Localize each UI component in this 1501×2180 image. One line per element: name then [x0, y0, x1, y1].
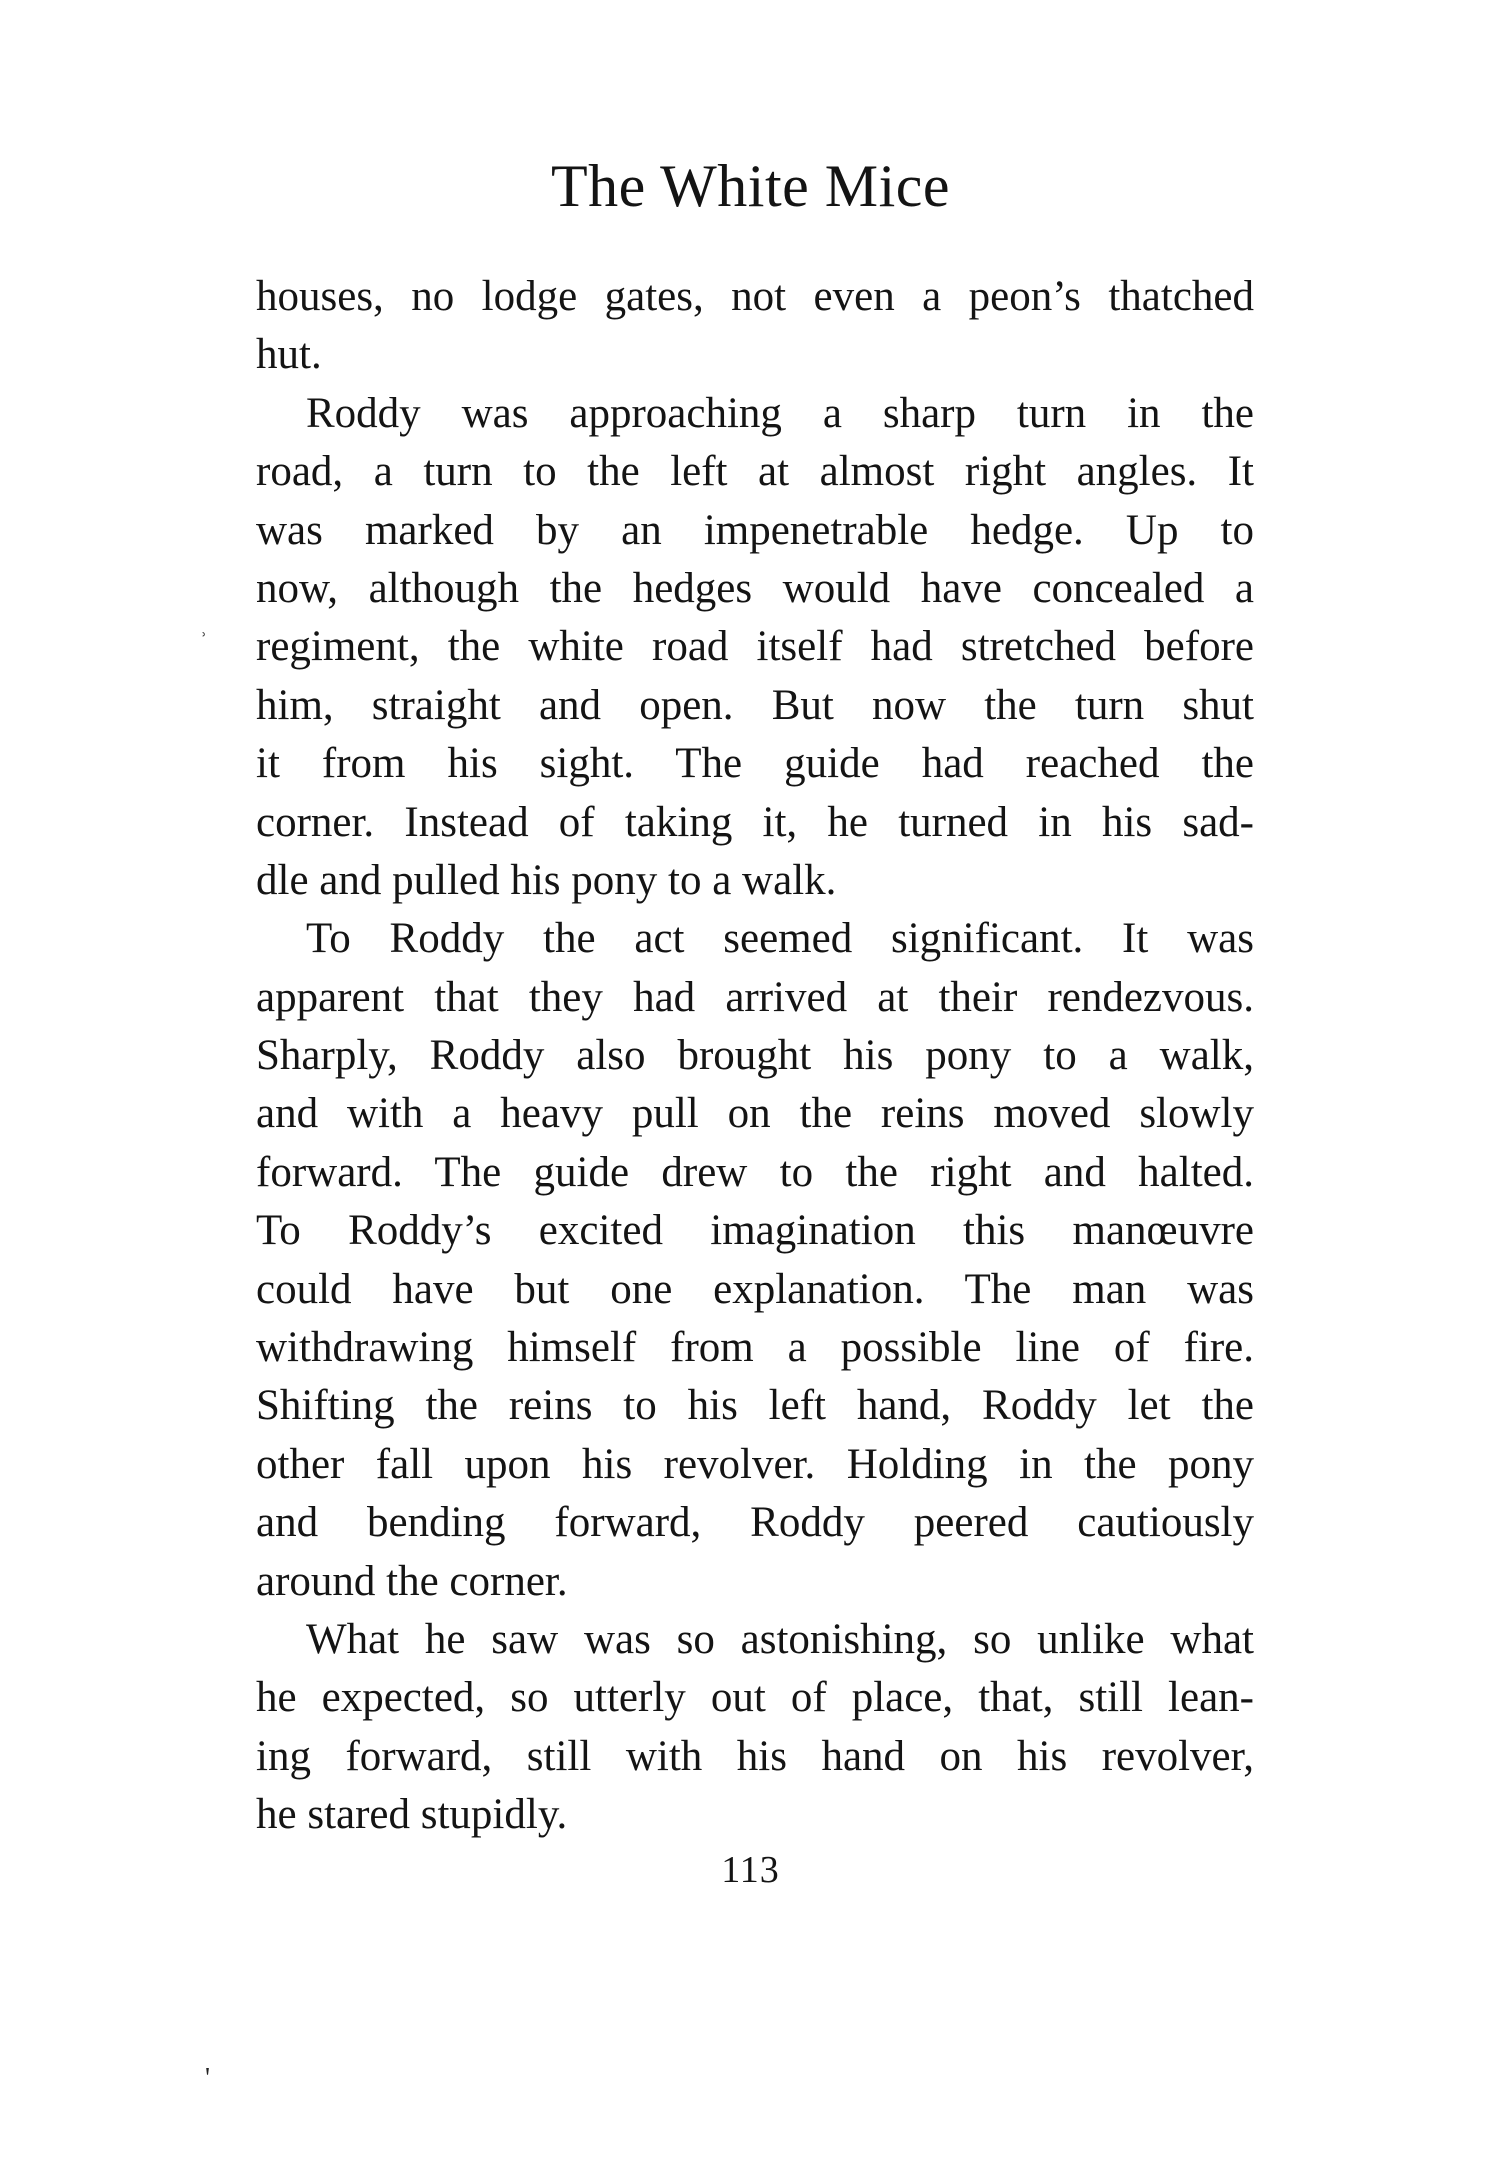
- text-line: Shifting the reins to his left hand, Roddy let the: [256, 1382, 1254, 1430]
- text-line: he expected, so utterly out of place, that, still lean-: [256, 1674, 1254, 1722]
- margin-speck-mark: ': [205, 2063, 211, 2094]
- text-line: was marked by an impenetrable hedge. Up to: [256, 506, 1254, 554]
- text-line: What he saw was so astonishing, so unlike what: [306, 1615, 1254, 1663]
- text-line: and with a heavy pull on the reins moved slowly: [256, 1090, 1254, 1138]
- text-line: he stared stupidly.: [256, 1791, 568, 1839]
- text-line: houses, no lodge gates, not even a peon’s thatched: [256, 273, 1254, 320]
- text-line: hut.: [256, 331, 322, 379]
- text-line: ing forward, still with his hand on his revolver,: [256, 1732, 1254, 1780]
- text-line: Roddy was approaching a sharp turn in the: [306, 389, 1254, 437]
- page-number: 113: [721, 1849, 780, 1891]
- text-line: and bending forward, Roddy peered cautiously: [256, 1499, 1254, 1547]
- text-line: it from his sight. The guide had reached the: [256, 740, 1254, 788]
- body-text: [256, 268, 1254, 1845]
- text-line: To Roddy’s excited imagination this manœuvre: [256, 1207, 1254, 1255]
- text-line: forward. The guide drew to the right and halted.: [256, 1148, 1254, 1196]
- text-line: other fall upon his revolver. Holding in the pony: [256, 1440, 1254, 1488]
- text-line: apparent that they had arrived at their rendezvous.: [256, 973, 1254, 1021]
- text-line: dle and pulled his pony to a walk.: [256, 856, 837, 904]
- text-line: around the corner.: [256, 1557, 568, 1605]
- text-line: could have but one explanation. The man was: [256, 1265, 1254, 1313]
- text-line: regiment, the white road itself had stretched before: [256, 623, 1254, 671]
- text-line: withdrawing himself from a possible line of fire.: [256, 1324, 1254, 1372]
- text-line: To Roddy the act seemed significant. It was: [306, 915, 1254, 963]
- margin-speck-mark: ʾ: [200, 628, 208, 653]
- text-line: him, straight and open. But now the turn shut: [256, 681, 1254, 729]
- running-title: The White Mice: [550, 153, 951, 219]
- text-line: now, although the hedges would have concealed a: [256, 564, 1254, 612]
- text-line: road, a turn to the left at almost right angles. It: [256, 448, 1254, 496]
- text-line: Sharply, Roddy also brought his pony to a walk,: [256, 1032, 1254, 1080]
- text-line: corner. Instead of taking it, he turned in his sad-: [256, 798, 1254, 846]
